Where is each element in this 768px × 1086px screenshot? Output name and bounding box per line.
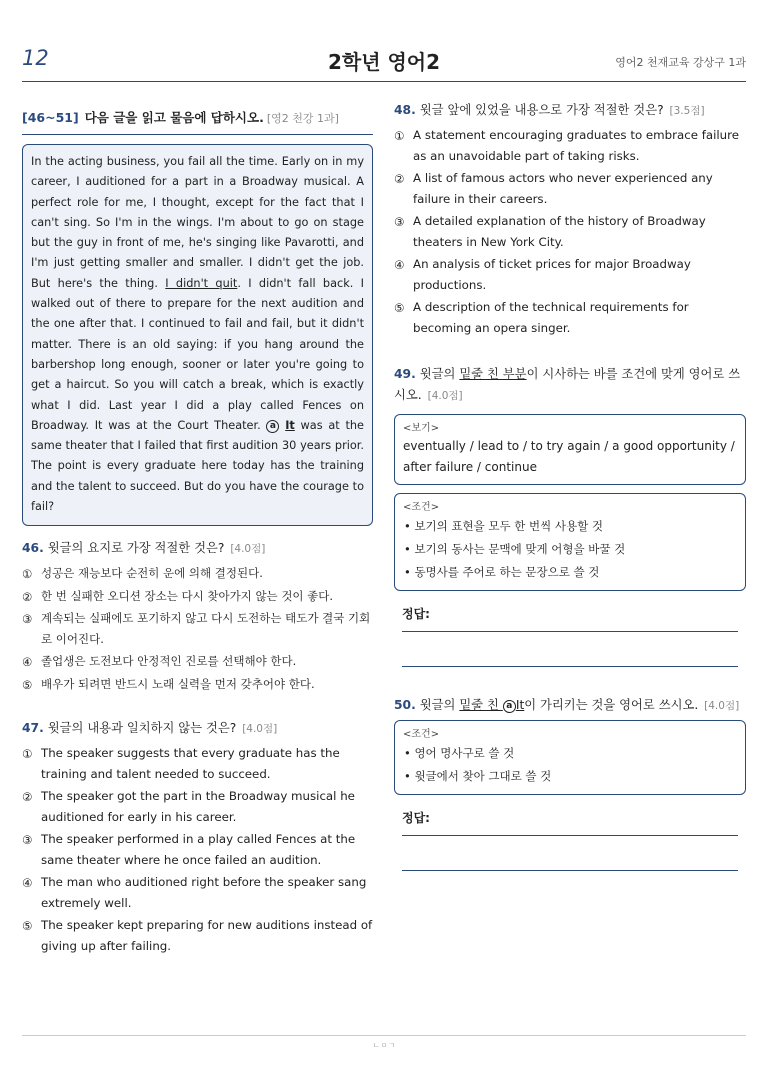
option-text: 계속되는 실패에도 포기하지 않고 다시 도전하는 태도가 결국 기회로 이어진다.	[41, 611, 371, 646]
page-title: 2학년 영어2	[327, 50, 441, 74]
question-49-title	[394, 364, 746, 407]
q46-option-5[interactable]	[22, 674, 373, 695]
page-subtitle: 영어2 천재교육 강상구 1과	[615, 56, 746, 69]
q46-option-2[interactable]	[22, 586, 373, 607]
option-marker: ⑤	[394, 301, 405, 315]
option-marker: ①	[394, 129, 405, 143]
question-48-text: 윗글 앞에 있었을 내용으로 가장 적절한 것은?	[419, 103, 664, 117]
question-47-title	[22, 718, 373, 736]
option-marker: ②	[22, 790, 33, 805]
bogi-label: <보기>	[403, 423, 440, 434]
right-column	[394, 100, 746, 871]
condition-item-1: • 보기의 표현을 모두 한 번씩 사용할 것	[404, 519, 604, 533]
option-text: 성공은 재능보다 순전히 운에 의해 결정된다.	[41, 566, 263, 581]
question-47-number: 47.	[22, 721, 44, 736]
question-50	[394, 695, 746, 871]
passage-underlined-phrase: I didn't quit	[165, 276, 238, 290]
bogi-text: eventually / lead to / to try again / a good opportunity / after failure / continue	[403, 439, 735, 474]
question-46-number: 46.	[22, 541, 44, 556]
section-heading	[22, 108, 373, 135]
option-text: The man who auditioned right before the speaker sang extremely well.	[41, 875, 367, 910]
question-50-text-post: 이 가리키는 것을 영어로 쓰시오.	[524, 698, 699, 712]
answer-line-2[interactable]	[402, 870, 738, 871]
option-text: The speaker got the part in the Broadway musical he auditioned for early in his career.	[41, 789, 355, 824]
option-text: The speaker kept preparing for new auditions instead of giving up after failing.	[41, 918, 373, 953]
question-50-underlined-it: It	[515, 698, 525, 712]
page-header	[22, 40, 746, 82]
question-49	[394, 364, 746, 667]
question-48-number: 48.	[394, 103, 416, 117]
question-46-points: [4.0점]	[230, 543, 266, 556]
section-range: [46~51]	[22, 110, 79, 125]
q46-option-1[interactable]	[22, 563, 373, 584]
question-46	[22, 538, 373, 694]
q47-option-3[interactable]	[22, 829, 373, 870]
footer-divider	[22, 1035, 746, 1036]
option-text: The speaker suggests that every graduate has the training and talent needed to succeed.	[41, 746, 340, 781]
answer-label: 정답:	[402, 811, 430, 825]
reading-passage	[22, 144, 373, 526]
condition-label: <조건>	[403, 729, 440, 740]
condition-item-3: • 동명사를 주어로 하는 문장으로 쓸 것	[404, 565, 600, 579]
question-48-title	[394, 100, 746, 118]
option-text: 한 번 실패한 오디션 장소는 다시 찾아가지 않는 것이 좋다.	[41, 588, 334, 603]
option-text: The speaker performed in a play called Fences at the same theater where he once failed an audition.	[41, 832, 356, 867]
answer-line-1[interactable]	[402, 631, 738, 632]
condition-box-50	[394, 720, 746, 795]
q48-option-3[interactable]	[394, 211, 746, 252]
option-marker: ④	[22, 655, 33, 670]
option-text: 졸업생은 도전보다 안정적인 진로를 선택해야 한다.	[41, 654, 297, 669]
q48-option-1[interactable]	[394, 125, 746, 166]
condition-label: <조건>	[403, 502, 440, 513]
section-instruction: 다음 글을 읽고 물음에 답하시오.	[84, 110, 264, 125]
option-text: An analysis of ticket prices for major Broadway productions.	[413, 257, 691, 292]
section-source: [영2 천강 1과]	[266, 112, 339, 125]
condition-item-2: • 보기의 동사는 문맥에 맞게 어형을 바꿀 것	[404, 542, 626, 556]
passage-text-3: was at the same theater that I failed that first audition 30 years prior. The point is every graduate here today has the training and the talent to succeed. But do you have the courage to fail?	[31, 418, 364, 514]
q48-option-4[interactable]	[394, 254, 746, 295]
option-marker: ①	[22, 567, 33, 582]
q47-option-4[interactable]	[22, 872, 373, 913]
question-50-text-pre: 윗글의	[419, 698, 460, 712]
question-50-underlined: 밑줄 친	[459, 698, 503, 712]
q48-option-2[interactable]	[394, 168, 746, 209]
answer-line-1[interactable]	[402, 835, 738, 836]
passage-text-2: . I didn't fall back. I walked out of there to prepare for the next audition and the one after that. I continued to fail and fail, but it didn't matter. There is an old saying: if you hang around the barbershop long enough, sooner or later you're going to get a haircut. So you will catch a break, which is exactly what I did. Last year I did a play called Fences on Broadway. It was at the Court Theater.	[31, 276, 365, 432]
question-49-number: 49.	[394, 367, 416, 381]
page-number: 12	[22, 46, 49, 70]
passage-marker-a: a	[266, 420, 279, 433]
question-46-text: 윗글의 요지로 가장 적절한 것은?	[47, 541, 225, 556]
question-49-text-pre: 윗글의	[419, 367, 460, 381]
question-50-title	[394, 695, 746, 713]
q47-option-2[interactable]	[22, 786, 373, 827]
question-47-text: 윗글의 내용과 일치하지 않는 것은?	[47, 721, 237, 736]
option-marker: ③	[394, 215, 405, 229]
q47-option-1[interactable]	[22, 743, 373, 784]
question-50-number: 50.	[394, 698, 416, 712]
footer-mark: ㄴㅇㄱ	[372, 1041, 396, 1050]
question-49-points: [4.0점]	[427, 390, 463, 402]
answer-line-2[interactable]	[402, 666, 738, 667]
option-text: A statement encouraging graduates to embrace failure as an unavoidable part of taking risks.	[413, 128, 739, 163]
option-text: A detailed explanation of the history of Broadway theaters in New York City.	[413, 214, 706, 249]
question-50-points: [4.0점]	[704, 700, 740, 712]
question-48	[394, 100, 746, 338]
question-47-points: [4.0점]	[242, 723, 278, 736]
q46-option-4[interactable]	[22, 651, 373, 672]
q47-option-5[interactable]	[22, 915, 373, 956]
option-marker: ④	[394, 258, 405, 272]
condition-box	[394, 493, 746, 591]
option-marker: ③	[22, 833, 33, 848]
q46-option-3[interactable]	[22, 608, 373, 649]
option-marker: ②	[22, 589, 33, 604]
q48-option-5[interactable]	[394, 297, 746, 338]
question-49-underlined: 밑줄 친 부분	[459, 367, 527, 381]
bogi-box	[394, 414, 746, 485]
option-text: A list of famous actors who never experienced any failure in their careers.	[413, 171, 713, 206]
condition-item-2: • 윗글에서 찾아 그대로 쓸 것	[404, 769, 552, 783]
option-marker: ③	[22, 612, 33, 627]
option-marker: ④	[22, 876, 33, 891]
condition-item-1: • 영어 명사구로 쓸 것	[404, 746, 515, 760]
option-marker: ②	[394, 172, 405, 186]
passage-text-1: In the acting business, you fail all the time. Early on in my career, I auditioned for a part in a Broadway musical. A perfect role for me, I thought, except for the fact that I can't sing. So I'm in the wings. I'm about to go on stage but the guy in front of me, he's singing like Pavarotti, and I'm just getting smaller and smaller. I didn't get the job. But here's the thing.	[31, 155, 364, 290]
option-marker: ⑤	[22, 677, 33, 692]
question-48-points: [3.5점]	[669, 105, 705, 117]
question-47	[22, 718, 373, 956]
left-column	[22, 100, 373, 958]
answer-label: 정답:	[402, 607, 430, 621]
question-49-text-post: 이 시사하는 바를 조건에 맞게 영어로 쓰시오.	[394, 367, 741, 402]
option-marker: ⑤	[22, 919, 33, 934]
question-46-title	[22, 538, 373, 556]
passage-marked-word: It	[285, 418, 295, 432]
option-text: A description of the technical requirements for becoming an opera singer.	[413, 300, 689, 335]
question-50-marker-a: a	[503, 700, 516, 713]
option-text: 배우가 되려면 반드시 노래 실력을 먼저 갖추어야 한다.	[41, 676, 315, 691]
option-marker: ①	[22, 747, 33, 762]
